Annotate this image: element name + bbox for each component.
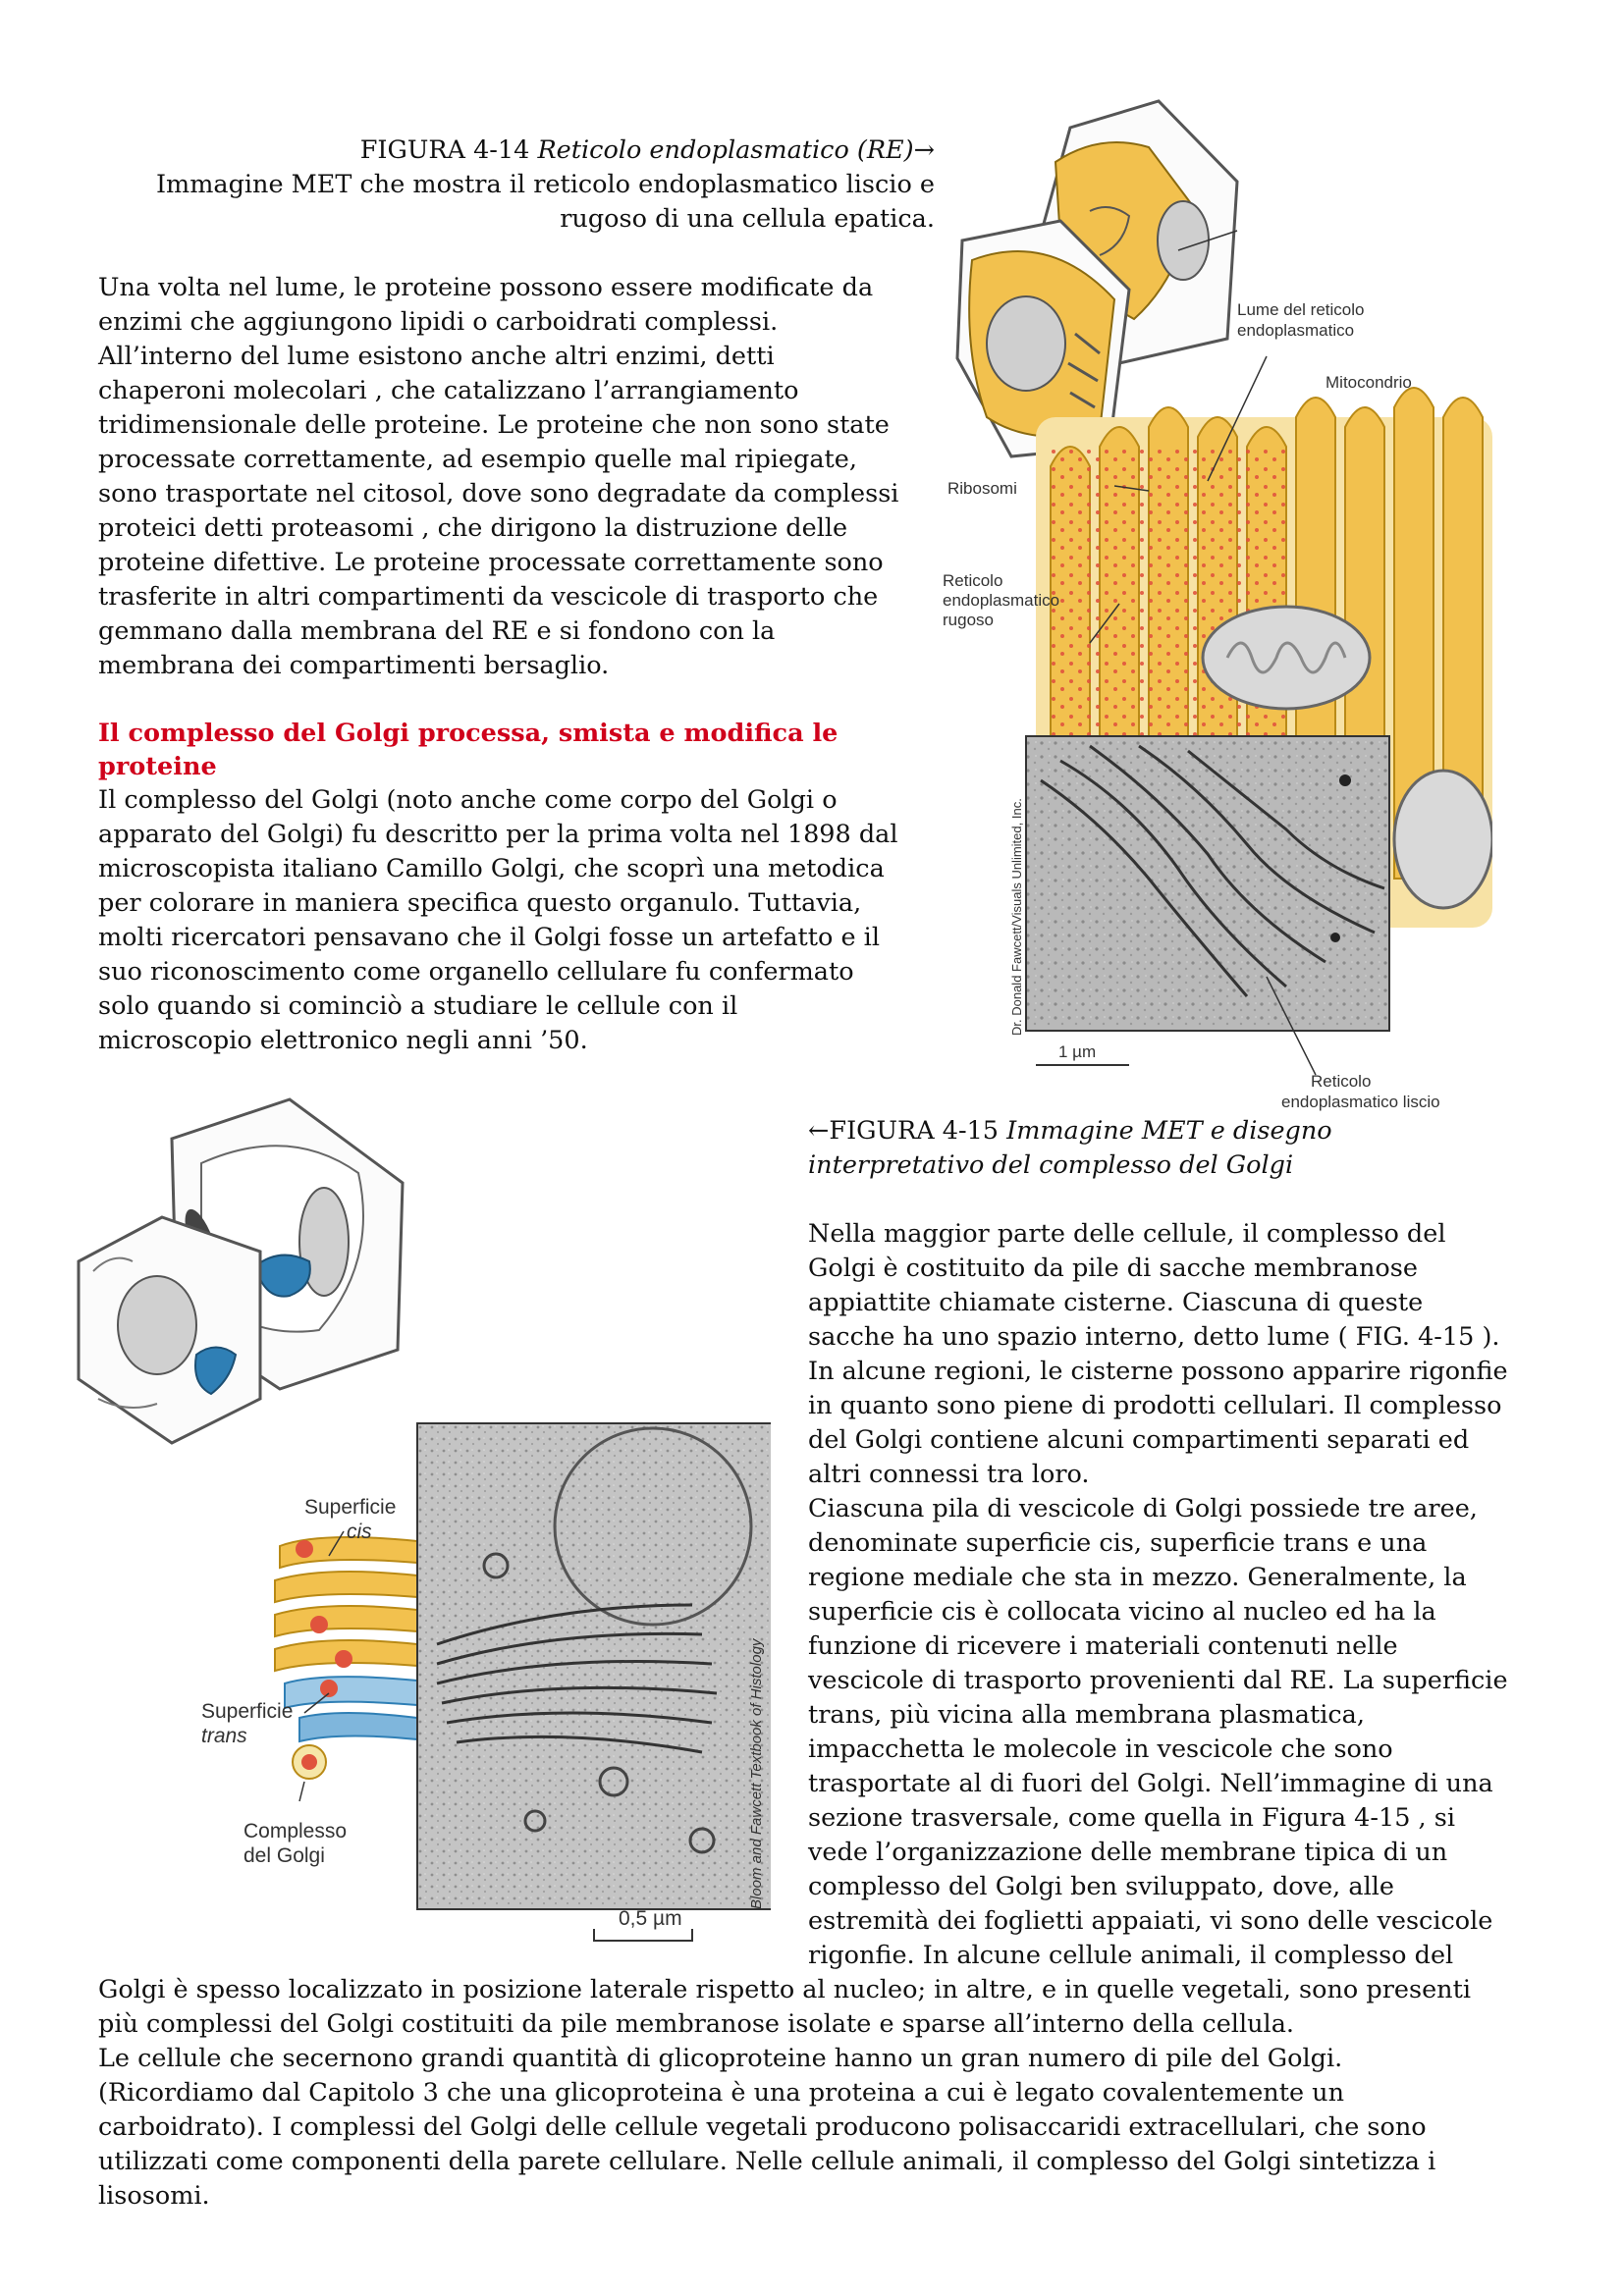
- text-line: estremità dei foglietti appaiati, vi sono delle vescicole: [808, 1906, 1493, 1936]
- text-line: vescicole di trasporto provenienti dal RE. La superficie: [808, 1666, 1508, 1695]
- text-line: suo riconoscimento come organello cellulare fu confermato: [98, 957, 854, 987]
- text-line: appiattite chiamate cisterne. Ciascuna di queste: [808, 1288, 1424, 1317]
- text-line: chaperoni molecolari , che catalizzano l’arrangiamento: [98, 376, 799, 405]
- label-golgi-2: del Golgi: [243, 1844, 325, 1867]
- text-line: Golgi è costituito da pile di sacche membranose: [808, 1254, 1418, 1283]
- text-line: complesso del Golgi ben sviluppato, dove, alle: [808, 1872, 1394, 1901]
- golgi-stack-drawing: [275, 1537, 417, 1779]
- text-line: in quanto sono piene di prodotti cellulari. Il complesso: [808, 1391, 1502, 1420]
- text-line: membrana dei compartimenti bersaglio.: [98, 651, 610, 680]
- golgi-section: [98, 717, 943, 1058]
- label-rugoso-1: Reticolo: [943, 571, 1003, 590]
- text-line: trans, più vicina alla membrana plasmatica,: [808, 1700, 1365, 1730]
- paragraph-lumen-proteins: [98, 271, 943, 683]
- figure-4-15-caption: [808, 1114, 1574, 1183]
- paragraph-golgi-location: [98, 1973, 1591, 2214]
- text-line: per colorare in maniera specifica questo organulo. Tuttavia,: [98, 888, 862, 918]
- text-line: sezione trasversale, come quella in Figura 4-15 , si: [808, 1803, 1455, 1833]
- tem-micrograph-er: [1026, 736, 1389, 1031]
- text-line: molti ricercatori pensavano che il Golgi fosse un artefatto e il: [98, 923, 880, 952]
- label-cis-1: Superficie: [304, 1496, 397, 1519]
- text-line: Golgi è spesso localizzato in posizione laterale rispetto al nucleo; in altre, e in quelle vegetali, sono presenti: [98, 1975, 1471, 2004]
- caption-line: Immagine MET che mostra il reticolo endoplasmatico liscio e: [155, 170, 935, 199]
- caption-line: rugoso di una cellula epatica.: [560, 204, 935, 234]
- text-line: trasportate al di fuori del Golgi. Nell’immagine di una: [808, 1769, 1493, 1798]
- heading-line: Il complesso del Golgi processa, smista e modifica le: [98, 719, 839, 748]
- label-liscio-1: Reticolo: [1311, 1072, 1372, 1091]
- label-cis-2: cis: [347, 1521, 372, 1543]
- text-line: Una volta nel lume, le proteine possono essere modificate da: [98, 273, 874, 302]
- golgi-cell-drawing-front: [79, 1217, 260, 1443]
- label-rugoso-3: rugoso: [943, 611, 994, 629]
- text-line: (Ricordiamo dal Capitolo 3 che una glicoproteina è una proteina a cui è legato covalentemente un: [98, 2078, 1345, 2108]
- text-line: In alcune regioni, le cisterne possono apparire rigonfie: [808, 1357, 1508, 1386]
- text-line: altri connessi tra loro.: [808, 1460, 1090, 1489]
- credit-bloom-fawcett: Bloom and Fawcett Textbook of Histology: [748, 1638, 765, 1909]
- text-line: All’interno del lume esistono anche altri enzimi, detti: [98, 342, 775, 371]
- text-line: trasferite in altri compartimenti da vescicole di trasporto che: [98, 582, 879, 612]
- label-rugoso-2: endoplasmatico: [943, 591, 1060, 610]
- text-line: denominate superficie cis, superficie trans e una: [808, 1528, 1428, 1558]
- caption-line: FIGURA 4-14 Reticolo endoplasmatico (RE)→: [359, 135, 935, 165]
- scale-bar-golgi: [594, 1929, 692, 1941]
- text-line: del Golgi contiene alcuni compartimenti separati ed: [808, 1425, 1470, 1455]
- text-line: enzimi che aggiungono lipidi o carboidrati complessi.: [98, 307, 779, 337]
- text-line: Ciascuna pila di vescicole di Golgi possiede tre aree,: [808, 1494, 1478, 1523]
- text-line: Nella maggior parte delle cellule, il complesso del: [808, 1219, 1446, 1249]
- text-line: microscopio elettronico negli anni ’50.: [98, 1026, 588, 1055]
- text-line: carboidrato). I complessi del Golgi delle cellule vegetali producono polisaccaridi extracellulari, che sono: [98, 2112, 1427, 2142]
- text-line: regione mediale che sta in mezzo. Generalmente, la: [808, 1563, 1467, 1592]
- text-line: microscopista italiano Camillo Golgi, che scoprì una metodica: [98, 854, 885, 883]
- label-scale-1um: 1 µm: [1058, 1042, 1097, 1061]
- text-line: più complessi del Golgi costituiti da pile membranose isolate e sparse all’interno della cellula.: [98, 2009, 1294, 2039]
- tem-micrograph-golgi: [417, 1423, 771, 1909]
- text-line: sono trasportate nel citosol, dove sono degradate da complessi: [98, 479, 899, 508]
- figure-4-14-caption: [98, 133, 935, 237]
- label-golgi-1: Complesso: [243, 1820, 348, 1842]
- text-line: Il complesso del Golgi (noto anche come corpo del Golgi o: [98, 785, 838, 815]
- text-line: impacchetta le molecole in vescicole che sono: [808, 1735, 1393, 1764]
- text-line: gemmano dalla membrana del RE e si fondono con la: [98, 616, 776, 646]
- text-line: rigonfie. In alcune cellule animali, il complesso del: [808, 1941, 1454, 1970]
- label-mitocondrio: Mitocondrio: [1325, 373, 1412, 392]
- text-line: superficie cis è collocata vicino al nucleo ed ha la: [808, 1597, 1436, 1627]
- text-line: funzione di ricevere i materiali contenuti nelle: [808, 1631, 1398, 1661]
- text-line: solo quando si cominciò a studiare le cellule con il: [98, 991, 738, 1021]
- label-lume-1: Lume del reticolo: [1237, 300, 1365, 319]
- credit-fawcett: Dr. Donald Fawcett/Visuals Unlimited, Inc.: [1009, 798, 1024, 1036]
- caption-line: ←FIGURA 4-15 Immagine MET e disegno: [808, 1116, 1332, 1146]
- label-liscio-2: endoplasmatico liscio: [1281, 1093, 1440, 1111]
- text-line: lisosomi.: [98, 2181, 210, 2211]
- label-lume-2: endoplasmatico: [1237, 321, 1355, 340]
- text-line: sacche ha uno spazio interno, detto lume ( FIG. 4-15 ).: [808, 1322, 1500, 1352]
- text-line: vede l’organizzazione delle membrane tipica di un: [808, 1838, 1448, 1867]
- text-line: Le cellule che secernono grandi quantità di glicoproteine hanno un gran numero di pile del Golgi.: [98, 2044, 1343, 2073]
- figure-4-14-er-illustration: [943, 93, 1492, 1114]
- text-line: tridimensionale delle proteine. Le proteine che non sono state: [98, 410, 890, 440]
- paragraph-golgi-structure: [808, 1217, 1594, 1973]
- text-line: processate correttamente, ad esempio quelle mal ripiegate,: [98, 445, 857, 474]
- label-ribosomi: Ribosomi: [947, 479, 1017, 498]
- text-line: utilizzati come componenti della parete cellulare. Nelle cellule animali, il complesso del Golgi sintetizza i: [98, 2147, 1436, 2176]
- label-trans-1: Superficie: [201, 1700, 294, 1723]
- text-line: apparato del Golgi) fu descritto per la prima volta nel 1898 dal: [98, 820, 898, 849]
- caption-line: interpretativo del complesso del Golgi: [808, 1150, 1294, 1180]
- label-trans-2: trans: [201, 1725, 247, 1747]
- heading-line: proteine: [98, 752, 217, 781]
- text-line: proteici detti proteasomi , che dirigono la distruzione delle: [98, 513, 848, 543]
- figure-4-15-golgi-illustration: [64, 1095, 771, 1958]
- label-scale-05um: 0,5 µm: [619, 1907, 682, 1930]
- text-line: proteine difettive. Le proteine processate correttamente sono: [98, 548, 884, 577]
- section-heading: [98, 717, 943, 783]
